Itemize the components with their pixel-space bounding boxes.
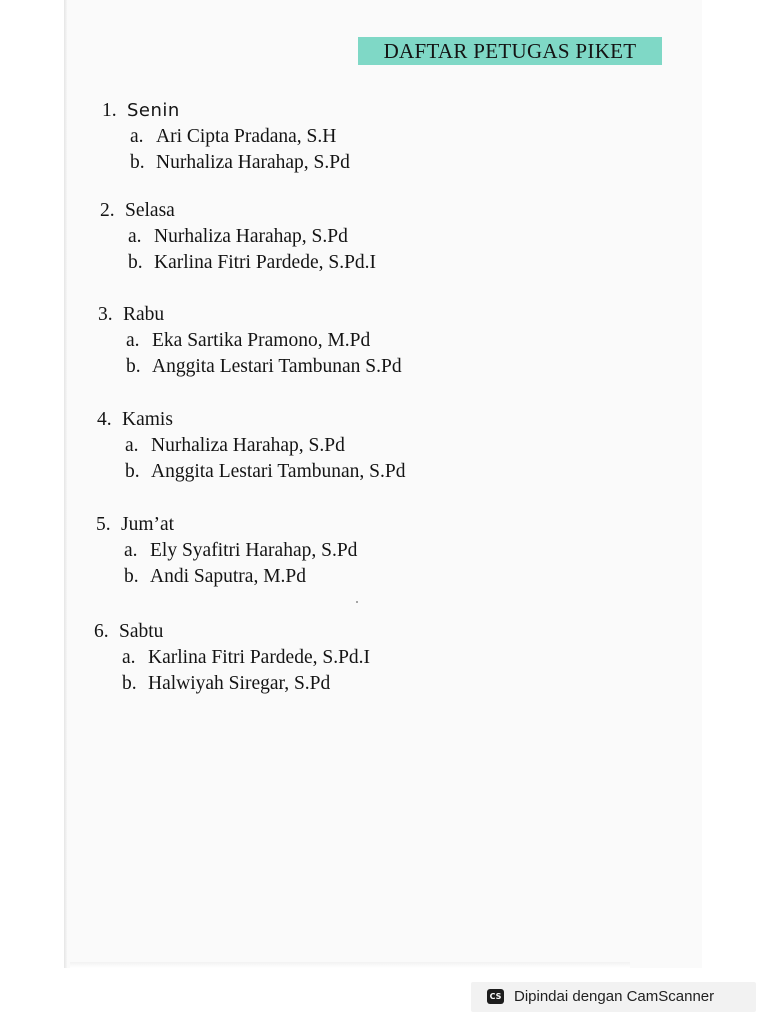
day-item-rabu xyxy=(98,302,402,380)
officer-name: Andi Saputra, M.Pd xyxy=(150,566,306,587)
officer-name: Nurhaliza Harahap, S.Pd xyxy=(156,152,350,173)
officer-letter: b. xyxy=(128,252,143,273)
officer-item xyxy=(98,328,402,354)
day-heading xyxy=(98,302,402,328)
officer-item xyxy=(94,671,370,697)
day-number: 6. xyxy=(94,621,109,642)
officer-name: Ari Cipta Pradana, S.H xyxy=(156,126,337,147)
officer-name: Halwiyah Siregar, S.Pd xyxy=(148,673,331,694)
officer-letter: b. xyxy=(125,461,140,482)
day-heading xyxy=(102,98,350,124)
officer-letter: b. xyxy=(124,566,139,587)
officer-letter: a. xyxy=(130,126,144,147)
officer-item xyxy=(97,433,405,459)
day-number: 4. xyxy=(97,409,112,430)
day-heading xyxy=(94,619,370,645)
day-number: 3. xyxy=(98,304,113,325)
officer-item xyxy=(97,459,405,485)
officer-letter: a. xyxy=(124,540,138,561)
officer-name: Karlina Fitri Pardede, S.Pd.I xyxy=(154,252,377,273)
officer-letter: a. xyxy=(122,647,136,668)
officer-item xyxy=(100,224,376,250)
day-item-sabtu xyxy=(94,619,370,697)
day-name: Senin xyxy=(127,100,180,121)
day-heading xyxy=(97,407,405,433)
day-name: Sabtu xyxy=(119,621,164,642)
camscanner-logo-icon: CS xyxy=(487,989,504,1004)
day-name: Rabu xyxy=(123,304,165,325)
officer-letter: b. xyxy=(126,356,141,377)
day-name: Selasa xyxy=(125,200,175,221)
officer-item xyxy=(102,150,350,176)
officer-item xyxy=(98,354,402,380)
officer-letter: a. xyxy=(128,226,142,247)
officer-item xyxy=(96,538,357,564)
officer-name: Eka Sartika Pramono, M.Pd xyxy=(152,330,371,351)
officer-name: Ely Syafitri Harahap, S.Pd xyxy=(150,540,358,561)
officer-item xyxy=(102,124,350,150)
day-item-kamis xyxy=(97,407,405,485)
officer-name: Karlina Fitri Pardede, S.Pd.I xyxy=(148,647,371,668)
officer-name: Anggita Lestari Tambunan, S.Pd xyxy=(151,461,406,482)
camscanner-watermark xyxy=(471,982,756,1012)
officer-item xyxy=(94,645,370,671)
officer-item xyxy=(96,564,357,590)
day-number: 1. xyxy=(102,100,117,121)
document-title: DAFTAR PETUGAS PIKET xyxy=(358,37,662,65)
day-name: Jum’at xyxy=(121,514,175,535)
watermark-text: Dipindai dengan CamScanner xyxy=(514,988,715,1005)
officer-name: Anggita Lestari Tambunan S.Pd xyxy=(152,356,402,377)
officer-letter: a. xyxy=(126,330,140,351)
day-item-senin xyxy=(102,98,350,176)
page-bottom-shadow xyxy=(70,962,630,968)
officer-letter: b. xyxy=(122,673,137,694)
day-heading xyxy=(96,512,357,538)
day-item-selasa xyxy=(100,198,376,276)
day-name: Kamis xyxy=(122,409,173,430)
officer-letter: b. xyxy=(130,152,145,173)
scan-speck xyxy=(356,601,358,603)
officer-item xyxy=(100,250,376,276)
officer-letter: a. xyxy=(125,435,139,456)
day-number: 5. xyxy=(96,514,111,535)
day-item-jumat xyxy=(96,512,357,590)
day-number: 2. xyxy=(100,200,115,221)
officer-name: Nurhaliza Harahap, S.Pd xyxy=(151,435,345,456)
day-heading xyxy=(100,198,376,224)
officer-name: Nurhaliza Harahap, S.Pd xyxy=(154,226,348,247)
page-edge-shadow xyxy=(64,0,67,968)
